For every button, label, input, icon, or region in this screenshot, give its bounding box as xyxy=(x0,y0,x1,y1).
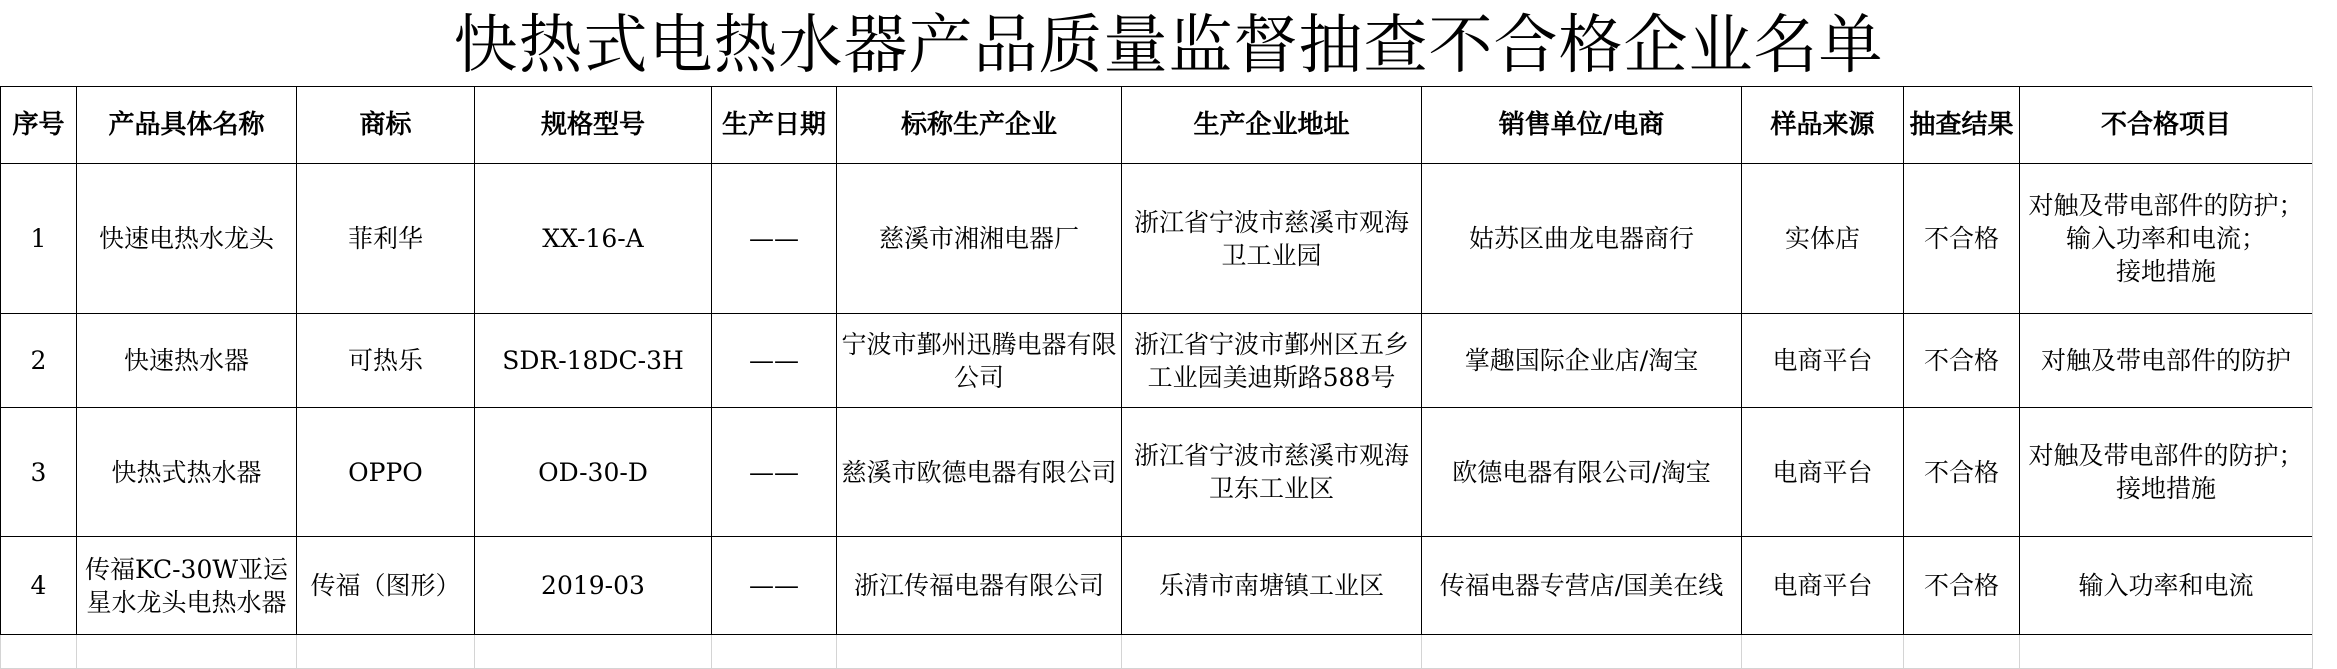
cell-defects xyxy=(2020,164,2313,314)
cell-seller: 传福电器专营店/国美在线 xyxy=(1422,537,1742,635)
cell-index: 4 xyxy=(1,537,77,635)
cell-manufacturer: 宁波市鄞州迅腾电器有限公司 xyxy=(837,314,1122,408)
cell-result: 不合格 xyxy=(1904,164,2020,314)
cell-model: SDR-18DC-3H xyxy=(475,314,712,408)
cell-brand: 传福（图形） xyxy=(297,537,475,635)
table-row xyxy=(1,537,2313,635)
header-row xyxy=(1,87,2313,164)
empty-cell xyxy=(2020,635,2313,669)
table-row xyxy=(1,164,2313,314)
cell-brand: 可热乐 xyxy=(297,314,475,408)
header-cell-result: 抽查结果 xyxy=(1904,87,2020,164)
header-cell-address: 生产企业地址 xyxy=(1122,87,1422,164)
header-cell-model: 规格型号 xyxy=(475,87,712,164)
defect-item: 对触及带电部件的防护 xyxy=(2040,346,2291,375)
header-cell-defects: 不合格项目 xyxy=(2020,87,2313,164)
cell-date: —— xyxy=(712,408,837,537)
header-cell-seller: 销售单位/电商 xyxy=(1422,87,1742,164)
defect-item: 接地措施 xyxy=(2115,257,2216,286)
empty-cell xyxy=(1742,635,1904,669)
cell-address: 浙江省宁波市鄞州区五乡工业园美迪斯路588号 xyxy=(1122,314,1422,408)
header-cell-index: 序号 xyxy=(1,87,77,164)
empty-cell xyxy=(837,635,1122,669)
cell-defects xyxy=(2020,537,2313,635)
cell-brand: OPPO xyxy=(297,408,475,537)
cell-index: 3 xyxy=(1,408,77,537)
cell-address: 乐清市南塘镇工业区 xyxy=(1122,537,1422,635)
empty-cell xyxy=(1,635,77,669)
cell-source: 电商平台 xyxy=(1742,408,1904,537)
defect-item: 输入功率和电流； xyxy=(2065,224,2266,253)
cell-result: 不合格 xyxy=(1904,314,2020,408)
cell-model: XX-16-A xyxy=(475,164,712,314)
cell-brand: 菲利华 xyxy=(297,164,475,314)
nonconforming-enterprise-table xyxy=(0,86,2313,669)
cell-source: 电商平台 xyxy=(1742,314,1904,408)
cell-index: 1 xyxy=(1,164,77,314)
empty-cell xyxy=(1122,635,1422,669)
empty-cell xyxy=(712,635,837,669)
empty-cell xyxy=(475,635,712,669)
defect-item: 对触及带电部件的防护； xyxy=(2028,441,2304,470)
document-title: 快热式电热水器产品质量监督抽查不合格企业名单 xyxy=(453,9,1884,83)
cell-manufacturer: 慈溪市欧德电器有限公司 xyxy=(837,408,1122,537)
cell-manufacturer: 浙江传福电器有限公司 xyxy=(837,537,1122,635)
defect-item: 接地措施 xyxy=(2115,474,2216,503)
cell-manufacturer: 慈溪市湘湘电器厂 xyxy=(837,164,1122,314)
cell-source: 电商平台 xyxy=(1742,537,1904,635)
cell-product: 快热式热水器 xyxy=(77,408,297,537)
cell-defects xyxy=(2020,408,2313,537)
header-cell-brand: 商标 xyxy=(297,87,475,164)
cell-product: 快速电热水龙头 xyxy=(77,164,297,314)
empty-cell xyxy=(1904,635,2020,669)
header-cell-manufacturer: 标称生产企业 xyxy=(837,87,1122,164)
empty-cell xyxy=(297,635,475,669)
cell-seller: 掌趣国际企业店/淘宝 xyxy=(1422,314,1742,408)
cell-source: 实体店 xyxy=(1742,164,1904,314)
cell-product: 传福KC-30W亚运星水龙头电热水器 xyxy=(77,537,297,635)
cell-address: 浙江省宁波市慈溪市观海卫工业园 xyxy=(1122,164,1422,314)
cell-model: OD-30-D xyxy=(475,408,712,537)
defect-item: 对触及带电部件的防护； xyxy=(2028,191,2304,220)
cell-product: 快速热水器 xyxy=(77,314,297,408)
cell-date: —— xyxy=(712,314,837,408)
empty-cell xyxy=(1422,635,1742,669)
cell-result: 不合格 xyxy=(1904,537,2020,635)
sheet-gridline-edge xyxy=(2312,86,2337,668)
cell-defects xyxy=(2020,314,2313,408)
cell-address: 浙江省宁波市慈溪市观海卫东工业区 xyxy=(1122,408,1422,537)
cell-index: 2 xyxy=(1,314,77,408)
cell-seller: 姑苏区曲龙电器商行 xyxy=(1422,164,1742,314)
header-cell-date: 生产日期 xyxy=(712,87,837,164)
empty-grid-row xyxy=(1,635,2313,669)
cell-date: —— xyxy=(712,537,837,635)
cell-date: —— xyxy=(712,164,837,314)
defect-item: 输入功率和电流 xyxy=(2078,571,2254,600)
cell-model: 2019-03 xyxy=(475,537,712,635)
table-row xyxy=(1,314,2313,408)
cell-result: 不合格 xyxy=(1904,408,2020,537)
header-cell-product: 产品具体名称 xyxy=(77,87,297,164)
empty-cell xyxy=(77,635,297,669)
cell-seller: 欧德电器有限公司/淘宝 xyxy=(1422,408,1742,537)
table-row xyxy=(1,408,2313,537)
header-cell-source: 样品来源 xyxy=(1742,87,1904,164)
